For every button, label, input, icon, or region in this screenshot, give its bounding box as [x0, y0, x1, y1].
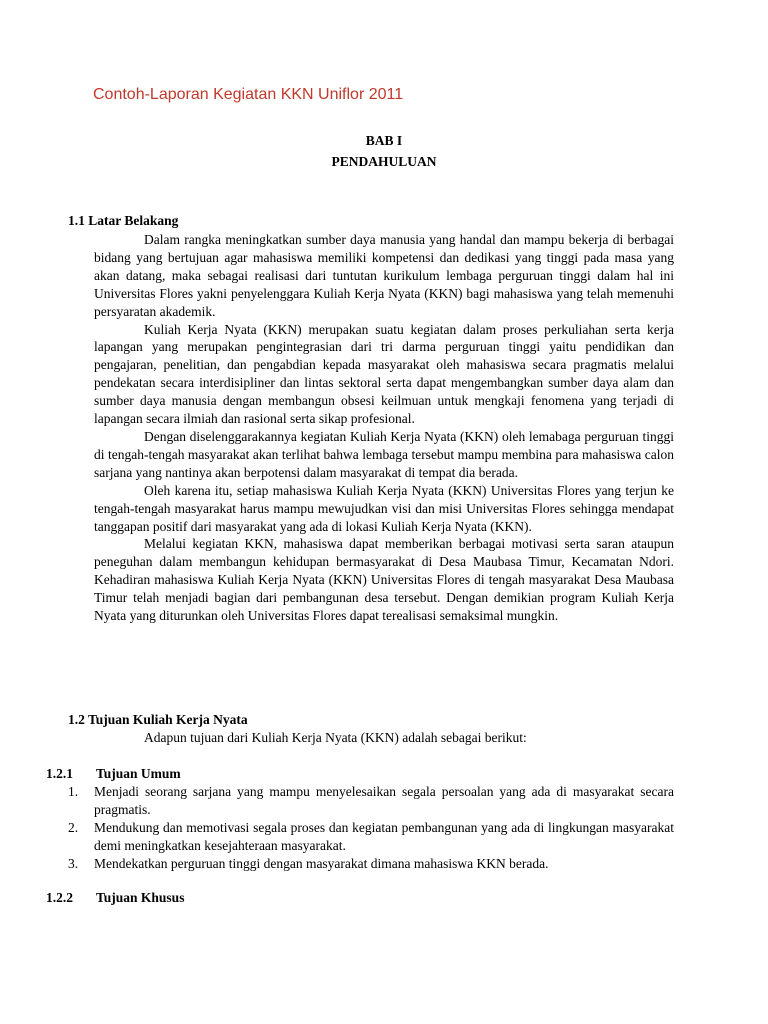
- section-1-2-2-heading: Tujuan Khusus: [96, 890, 185, 905]
- list-item-number: 3.: [68, 855, 79, 871]
- chapter-title: PENDAHULUAN: [331, 154, 437, 169]
- section-1-2-heading: 1.2 Tujuan Kuliah Kerja Nyata: [68, 712, 248, 727]
- section-1-2-1-number: 1.2.1: [46, 766, 73, 781]
- paragraph: Dengan diselenggarakannya kegiatan Kuliah Kerja Nyata (KKN) oleh lemabaga perguruan tinggi di tengah-tengah masyarakat akan terlihat bahwa lembaga tersebut mampu membina para mahasiswa calon sarjana yang nantinya akan berpotensi dalam masyarakat di tempat dia berada.: [94, 428, 674, 480]
- section-1-1-body: [94, 231, 674, 625]
- paragraph: Kuliah Kerja Nyata (KKN) merupakan suatu kegiatan dalam proses perkuliahan serta kerja lapangan yang merupakan pengintegrasian dari tri darma perguruan tinggi yaitu pendidikan dan pengajaran, penelitian, dan pengabdian kepada masyarakat oleh mahasiswa secara pragmatis melalui pendekatan secara interdisipliner dan lintas sektoral serta dapat mengembangkan sumber daya alam dan sumber daya manusia dengan membangun obsesi keilmuan untuk mengkaji fenomena yang terjadi di lapangan secara ilmiah dan rasional serta sikap profesional.: [94, 321, 674, 427]
- list-item: [68, 819, 674, 855]
- section-1-2-2-number: 1.2.2: [46, 890, 73, 905]
- document-title: Contoh-Laporan Kegiatan KKN Uniflor 2011: [93, 86, 404, 103]
- section-1-1-heading: 1.1 Latar Belakang: [68, 213, 179, 228]
- section-1-2-intro: Adapun tujuan dari Kuliah Kerja Nyata (KKN) adalah sebagai berikut:: [144, 730, 527, 745]
- list-item-text: Menjadi seorang sarjana yang mampu menyelesaikan segala persoalan yang ada di masyarakat secara pragmatis.: [94, 784, 674, 817]
- paragraph: Dalam rangka meningkatkan sumber daya manusia yang handal dan mampu bekerja di berbagai bidang yang bertujuan agar mahasiswa memiliki kompetensi dan dedikasi yang tinggi pada masa yang akan datang, maka sebagai realisasi dari tuntutan kurikulum lembaga perguruan tinggi dalam hal ini Universitas Flores yakni penyelenggara Kuliah Kerja Nyata (KKN) bagi mahasiswa yang telah memenuhi persyaratan akademik.: [94, 232, 674, 319]
- list-item-text: Mendekatkan perguruan tinggi dengan masyarakat dimana mahasiswa KKN berada.: [94, 855, 549, 871]
- list-item: [68, 855, 674, 873]
- list-item: [68, 783, 674, 819]
- section-1-2-1-heading: Tujuan Umum: [96, 766, 181, 781]
- paragraph: Oleh karena itu, setiap mahasiswa Kuliah Kerja Nyata (KKN) Universitas Flores yang terjun ke tengah-tengah masyarakat harus mampu mewujudkan visi dan misi Universitas Flores sehingga mendapat tanggapan positif dari masyarakat yang ada di lokasi Kuliah Kerja Nyata (KKN).: [94, 482, 674, 534]
- paragraph: Melalui kegiatan KKN, mahasiswa dapat memberikan berbagai motivasi serta saran ataupun peneguhan dalam membangun kehidupan bermasyarakat di Desa Maubasa Timur, Kecamatan Ndori. Kehadiran mahasiswa Kuliah Kerja Nyata (KKN) Universitas Flores di tengah masyarakat Desa Maubasa Timur telah menjadi bagian dari pembangunan desa tersebut. Dengan demikian program Kuliah Kerja Nyata yang diturunkan oleh Universitas Flores dapat terealisasi semaksimal mungkin.: [94, 536, 674, 624]
- list-item-text: Mendukung dan memotivasi segala proses dan kegiatan pembangunan yang ada di lingkungan masyarakat demi meningkatkan kesejahteraan masyarakat.: [94, 819, 674, 853]
- tujuan-umum-list: [68, 783, 674, 873]
- chapter-number: BAB I: [365, 133, 403, 148]
- list-item-number: 2.: [68, 819, 79, 835]
- list-item-number: 1.: [68, 784, 79, 799]
